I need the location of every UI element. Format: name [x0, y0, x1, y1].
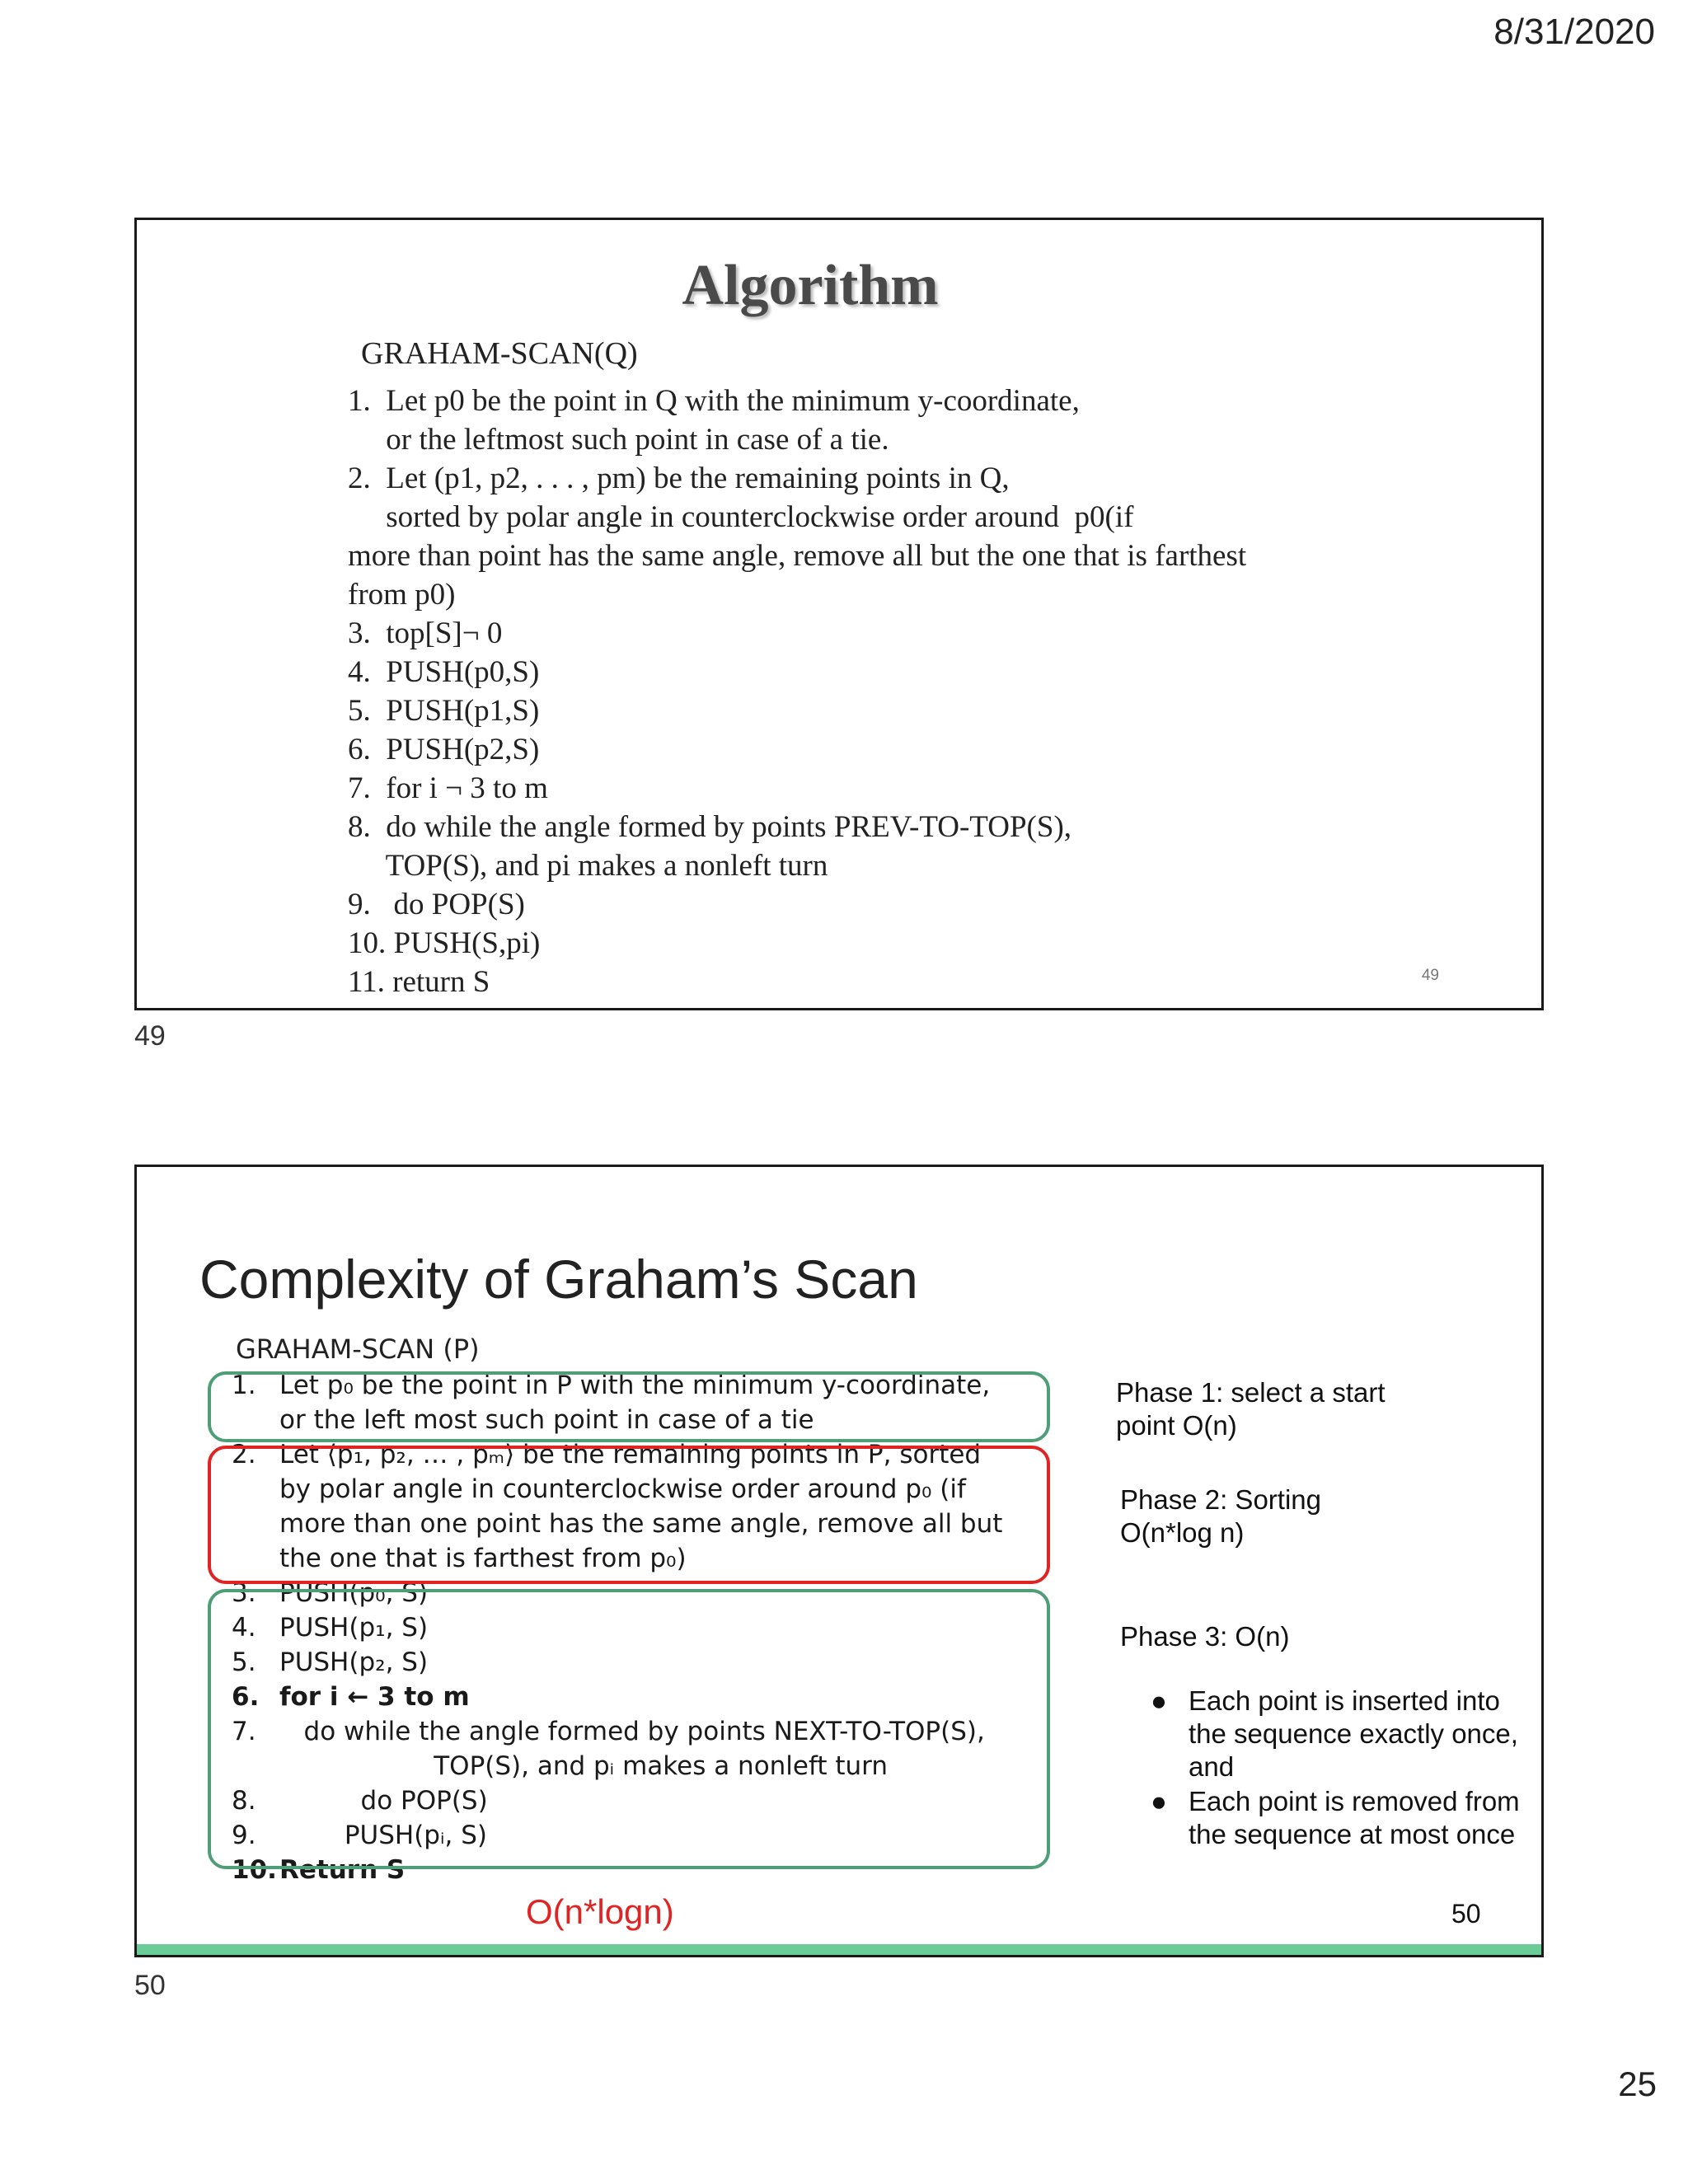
step-text: PUSH(p₁, S) — [279, 1613, 429, 1643]
algorithm-step-line: 1. Let p0 be the point in Q with the minimum y-coordinate, — [348, 384, 1080, 418]
phase3-highlight-box — [208, 1589, 1050, 1869]
algorithm-step-line: 2. Let (p1, p2, . . . , pm) be the remaining points in Q, — [348, 462, 1010, 495]
slide-number: 49 — [1421, 967, 1439, 984]
step-text: PUSH(pᵢ, S) — [279, 1821, 487, 1850]
slide-title: Algorithm — [682, 254, 939, 317]
algorithm-step-line: TOP(S), and pi makes a nonleft turn — [348, 849, 828, 883]
step-text: more than one point has the same angle, remove all but — [279, 1509, 1003, 1539]
step-number: 6. — [232, 1682, 260, 1712]
step-text: do POP(S) — [279, 1786, 488, 1816]
step-text: the one that is farthest from p₀) — [279, 1544, 687, 1573]
algorithm-step-line: 11. return S — [348, 965, 490, 999]
algorithm-step-line: 9. do POP(S) — [348, 888, 525, 921]
page-date: 8/31/2020 — [1493, 12, 1655, 52]
bullet-text: Each point is removed from the sequence at most once — [1189, 1786, 1520, 1849]
phase2-highlight-box — [208, 1446, 1050, 1584]
algorithm-step-line: 4. PUSH(p0,S) — [348, 655, 540, 689]
step-number: 5. — [232, 1647, 256, 1677]
algorithm-step-line: or the leftmost such point in case of a tie. — [348, 423, 889, 457]
phase3-label: Phase 3: O(n) — [1120, 1621, 1290, 1652]
algorithm-step-line: 7. for i ¬ 3 to m — [348, 771, 548, 805]
step-text: TOP(S), and pᵢ makes a nonleft turn — [279, 1751, 889, 1781]
slide-caption-49: 49 — [134, 1020, 166, 1052]
page-number: 25 — [1618, 2064, 1657, 2103]
algorithm-heading: GRAHAM-SCAN(Q) — [361, 336, 638, 371]
slide-title: Complexity of Graham’s Scan — [199, 1249, 918, 1310]
slide-footer-bar — [137, 1944, 1541, 1955]
phase3-bullet-item — [1151, 1785, 1530, 1851]
algorithm-heading: GRAHAM-SCAN (P) — [236, 1333, 480, 1365]
phase2-label: Phase 2: Sorting O(n*log n) — [1120, 1484, 1321, 1548]
step-text: do while the angle formed by points NEXT-TO-TOP(S), — [279, 1717, 985, 1746]
step-number: 3. — [232, 1578, 256, 1608]
phase3-bullet-item — [1151, 1685, 1530, 1783]
step-number: 2. — [232, 1440, 256, 1469]
algorithm-step-line: 8. do while the angle formed by points PREV-TO-TOP(S), — [348, 810, 1072, 844]
step-number: 8. — [232, 1786, 256, 1816]
bullet-icon: ● — [1151, 1786, 1167, 1816]
algorithm-step-line: 3. top[S]¬ 0 — [348, 616, 503, 650]
slide-complexity — [134, 1165, 1544, 1957]
algorithm-steps — [348, 382, 1246, 1001]
step-number: 7. — [232, 1717, 256, 1746]
step-number: 1. — [232, 1371, 256, 1400]
step-text: for i ← 3 to m — [279, 1682, 470, 1712]
step-text: by polar angle in counterclockwise order around p₀ (if — [279, 1474, 966, 1504]
step-number: 9. — [232, 1821, 256, 1850]
step-text: PUSH(p₀, S) — [279, 1578, 429, 1608]
phase3-bullets — [1151, 1685, 1530, 1853]
step-number: 10. — [232, 1855, 277, 1885]
slide-caption-50: 50 — [134, 1970, 166, 2001]
step-number: 4. — [232, 1613, 256, 1643]
algorithm-step-line: 10. PUSH(S,pi) — [348, 926, 541, 960]
algorithm-step-line: 6. PUSH(p2,S) — [348, 733, 540, 766]
step-text: PUSH(p₂, S) — [279, 1647, 429, 1677]
algorithm-step-line: from p0) — [348, 578, 456, 612]
phase1-label: Phase 1: select a start point O(n) — [1116, 1377, 1386, 1441]
step-text: Let p₀ be the point in P with the minimum y-coordinate, — [279, 1371, 991, 1400]
algorithm-step-line: more than point has the same angle, remove all but the one that is farthest — [348, 539, 1247, 573]
algorithm-step-line: sorted by polar angle in counterclockwise order around p0(if — [348, 500, 1134, 534]
overall-complexity: O(n*logn) — [526, 1892, 674, 1931]
bullet-text: Each point is inserted into the sequence exactly once, and — [1189, 1685, 1518, 1782]
step-text: Let ⟨p₁, p₂, … , pₘ⟩ be the remaining points in P, sorted — [279, 1440, 982, 1469]
step-text: Return S — [279, 1855, 406, 1885]
slide-number: 50 — [1451, 1899, 1481, 1929]
slide-algorithm — [134, 218, 1544, 1010]
phase1-highlight-box — [208, 1371, 1050, 1442]
algorithm-step-line: 5. PUSH(p1,S) — [348, 694, 540, 728]
bullet-icon: ● — [1151, 1685, 1167, 1716]
step-text: or the left most such point in case of a tie — [279, 1405, 814, 1435]
